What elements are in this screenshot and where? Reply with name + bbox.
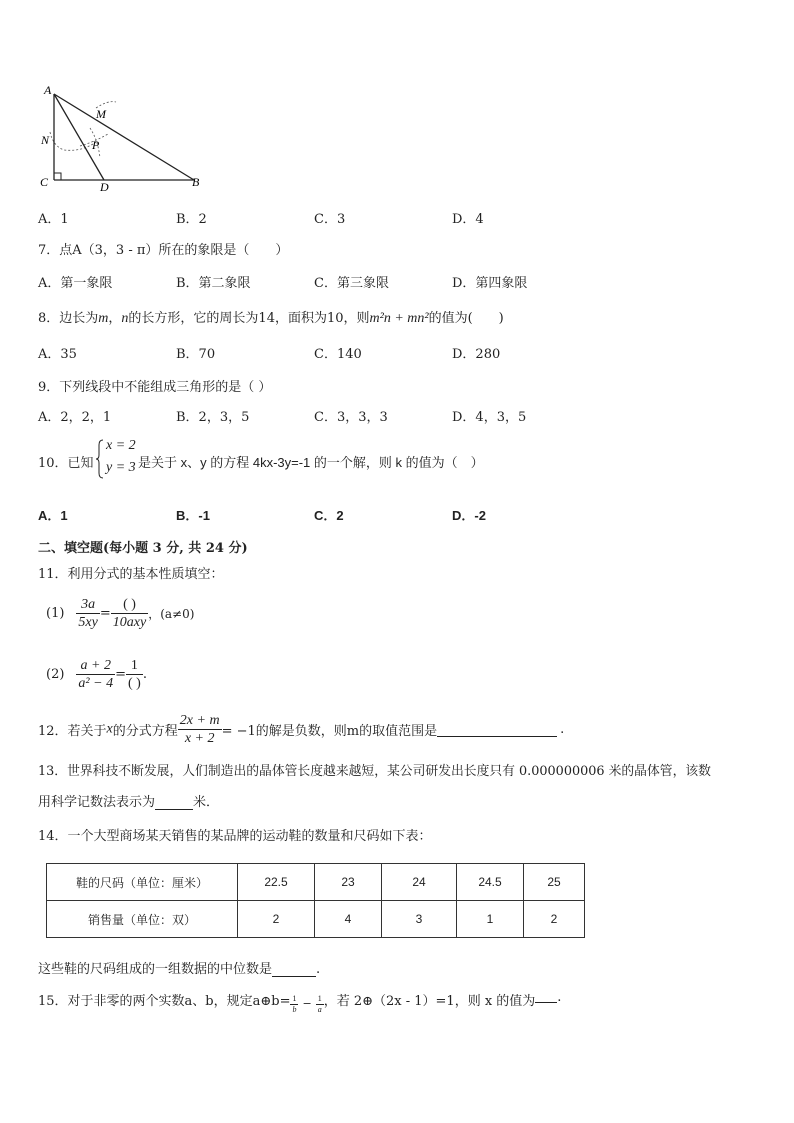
q10-option-d[interactable]: D．-2 xyxy=(452,508,486,523)
q8-stem-a: 8．边长为 xyxy=(38,311,99,326)
q12-stem-a: 12．若关于 xyxy=(38,724,107,739)
q14-tail xyxy=(38,958,320,977)
q11-stem: 11．利用分式的基本性质填空： xyxy=(38,567,224,582)
q8-option-b[interactable]: B．70 xyxy=(176,347,216,362)
table-cell: 2 xyxy=(524,901,585,938)
q15-stem-a: 15．对于非零的两个实数a、b，规定a⊕b= xyxy=(38,994,291,1009)
q9-option-d[interactable]: D．4，3，5 xyxy=(452,410,527,425)
q11-part1-label: (1) xyxy=(46,606,65,621)
label-a: A xyxy=(44,83,52,97)
q11-part2-label: (2) xyxy=(46,667,65,682)
q10-stem-a: 10．已知 xyxy=(38,456,94,471)
q8-stem xyxy=(38,307,504,327)
table-row-header: 销售量（单位：双） xyxy=(47,901,238,938)
q15-frac2 xyxy=(316,994,324,1015)
q15-stem-b: ，若 2⊕（2x - 1）=1，则 x 的值为 xyxy=(323,994,536,1009)
q13-line1: 13．世界科技不断发展，人们制造出的晶体管长度越来越短，某公司研发出长度只有 0.000000006 米的晶体管，该数 xyxy=(38,764,711,779)
q15-stem xyxy=(38,990,561,1015)
section-heading: 二、填空题(每小题 3 分, 共 24 分) xyxy=(38,541,248,556)
q11-part1 xyxy=(46,596,194,631)
q9-stem: 9．下列线段中不能组成三角形的是（ ） xyxy=(38,380,272,395)
q11-part1-den1: 5xy xyxy=(78,615,98,630)
table-row xyxy=(47,864,585,901)
q11-part1-frac2 xyxy=(111,596,148,631)
q12-stem xyxy=(38,712,564,747)
q12-stem-b: 的分式方程 xyxy=(112,724,178,739)
q13-line2a: 用科学记数法表示为 xyxy=(38,795,156,810)
q12-answer-blank[interactable] xyxy=(437,722,557,737)
q11-part2-num1: a + 2 xyxy=(76,657,115,675)
q12-end: . xyxy=(560,722,565,737)
table-cell: 24 xyxy=(382,864,457,901)
table-cell: 24.5 xyxy=(457,864,524,901)
q12-denominator: x + 2 xyxy=(184,731,215,746)
q8-option-a[interactable]: A．35 xyxy=(38,347,77,362)
q10-option-a[interactable]: A．1 xyxy=(38,508,68,523)
q14-answer-blank[interactable] xyxy=(272,964,316,977)
q8-stem-c: 的值为( ) xyxy=(428,311,504,326)
q9-option-c[interactable]: C．3，3，3 xyxy=(314,410,388,425)
table-cell: 23 xyxy=(315,864,382,901)
label-p: P xyxy=(92,138,100,152)
q10-option-c[interactable]: C．2 xyxy=(314,508,344,523)
q12-fraction xyxy=(178,712,222,747)
table-row-header: 鞋的尺码（单位：厘米） xyxy=(47,864,238,901)
q11-part2 xyxy=(46,657,147,692)
q6-option-a[interactable]: A．1 xyxy=(38,212,69,227)
table-cell: 25 xyxy=(524,864,585,901)
q11-part2-eq: = xyxy=(115,667,126,682)
q11-part2-num2: 1 xyxy=(126,657,143,675)
table-cell: 2 xyxy=(238,901,315,938)
q9-option-a[interactable]: A．2，2，1 xyxy=(38,410,112,425)
q15-minus: − xyxy=(302,997,312,1010)
q12-stem-c: = −1的解是负数，则m的取值范围是 xyxy=(221,724,438,739)
q15-end: . xyxy=(557,990,562,1005)
q8-var-m: m xyxy=(98,311,109,326)
q14-table xyxy=(46,863,585,938)
q8-var-n: n xyxy=(121,311,129,326)
q10-eq1: x = 2 xyxy=(106,438,136,453)
q10-brace xyxy=(96,439,104,479)
q8-comma: ， xyxy=(108,311,122,326)
q13-answer-blank[interactable] xyxy=(155,797,193,810)
q11-part1-num1: 3a xyxy=(76,596,99,614)
q13-line2b: 米． xyxy=(193,795,220,810)
q10-option-b[interactable]: B．-1 xyxy=(176,508,210,523)
q15-frac2-den: a xyxy=(317,1005,322,1014)
q7-option-d[interactable]: D．第四象限 xyxy=(452,276,528,291)
q11-part1-condition: ，(a≠0) xyxy=(148,607,195,621)
q11-part2-frac2 xyxy=(126,657,143,692)
table-row xyxy=(47,901,585,938)
q15-frac1-den: b xyxy=(292,1005,297,1014)
q6-option-d[interactable]: D．4 xyxy=(452,212,484,227)
q11-part1-eq: = xyxy=(99,606,111,621)
q15-frac1 xyxy=(290,994,298,1015)
q8-expression: m²n + mn² xyxy=(369,311,429,326)
side-ab xyxy=(54,94,194,180)
table-cell: 3 xyxy=(382,901,457,938)
arc-n xyxy=(50,132,96,150)
q9-option-b[interactable]: B．2，3，5 xyxy=(176,410,250,425)
q8-option-c[interactable]: C．140 xyxy=(314,347,362,362)
q15-frac2-num: 1 xyxy=(317,994,322,1003)
q14-tail-a: 这些鞋的尺码组成的一组数据的中位数是 xyxy=(38,962,273,977)
q10-stem-b: 是关于 x、y 的方程 4kx-3y=-1 的一个解，则 k 的值为（ ） xyxy=(138,455,484,470)
q11-part1-blank[interactable]: ( ) xyxy=(111,596,148,614)
q11-part2-den1: a² − 4 xyxy=(78,676,114,691)
q14-stem: 14．一个大型商场某天销售的某品牌的运动鞋的数量和尺码如下表： xyxy=(38,829,432,844)
right-angle-mark xyxy=(54,173,61,180)
q8-stem-b: 的长方形，它的周长为14，面积为10，则 xyxy=(128,311,370,326)
q11-part2-frac1 xyxy=(76,657,115,692)
q8-option-d[interactable]: D．280 xyxy=(452,347,501,362)
triangle-figure xyxy=(36,80,216,192)
q11-part2-end: . xyxy=(142,667,147,682)
table-cell: 4 xyxy=(315,901,382,938)
q11-part2-blank[interactable]: ( ) xyxy=(127,676,141,691)
q7-option-c[interactable]: C．第三象限 xyxy=(314,276,389,291)
q15-frac1-num: 1 xyxy=(292,994,297,1003)
label-n: N xyxy=(41,133,50,147)
q7-stem: 7．点A（3，3 - π）所在的象限是（ ） xyxy=(38,243,289,258)
q6-option-b[interactable]: B．2 xyxy=(176,212,207,227)
q11-part1-frac1 xyxy=(76,596,99,631)
label-d: D xyxy=(100,180,109,192)
q12-numerator: 2x + m xyxy=(179,713,220,728)
q13-line2 xyxy=(38,791,219,810)
label-m: M xyxy=(96,107,106,121)
q12-var-x: x xyxy=(106,721,113,737)
label-c: C xyxy=(40,175,49,189)
q11-part1-den2: 10axy xyxy=(112,615,147,630)
table-cell: 22.5 xyxy=(238,864,315,901)
q15-answer-blank[interactable] xyxy=(535,990,557,1003)
q6-option-c[interactable]: C．3 xyxy=(314,212,346,227)
q7-option-a[interactable]: A．第一象限 xyxy=(38,276,113,291)
q7-option-b[interactable]: B．第二象限 xyxy=(176,276,251,291)
q10-eq2: y = 3 xyxy=(106,460,136,475)
q14-tail-b: . xyxy=(316,962,321,977)
label-b: B xyxy=(192,175,200,189)
table-cell: 1 xyxy=(457,901,524,938)
